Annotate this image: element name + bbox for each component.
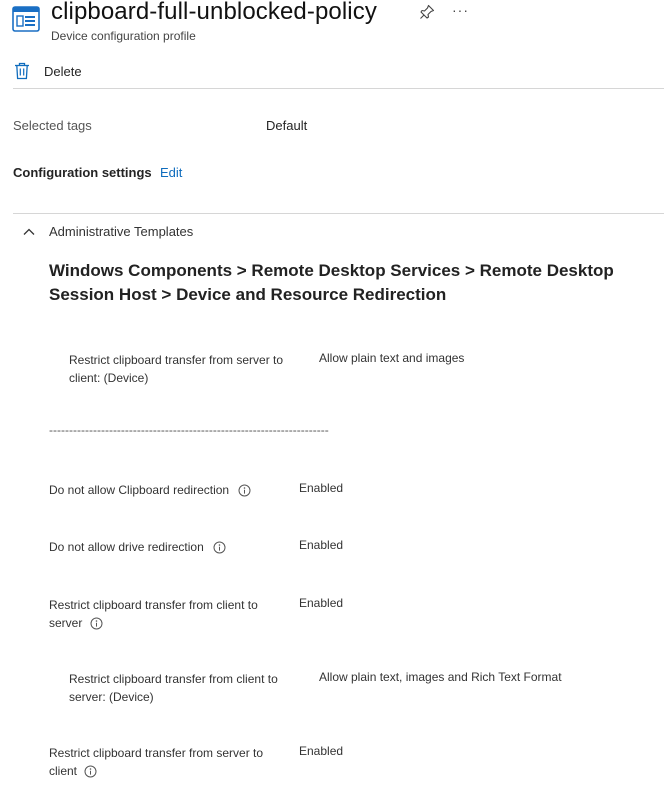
info-icon[interactable]	[238, 484, 251, 497]
setting-name: Restrict clipboard transfer from client to server	[49, 598, 258, 630]
selected-tags-value: Default	[266, 118, 308, 133]
setting-row	[49, 744, 289, 780]
delete-button[interactable]	[14, 61, 82, 81]
divider	[13, 88, 664, 89]
configuration-settings-label: Configuration settings	[13, 165, 152, 180]
section-title-administrative-templates[interactable]: Administrative Templates	[49, 224, 194, 239]
info-icon[interactable]	[84, 765, 97, 778]
setting-row	[49, 538, 226, 556]
info-icon[interactable]	[213, 541, 226, 554]
device-configuration-icon	[12, 6, 40, 32]
setting-value: Enabled	[299, 744, 344, 758]
setting-name: Restrict clipboard transfer from server to client	[49, 746, 264, 778]
setting-row	[49, 481, 251, 499]
divider	[13, 213, 664, 214]
page-subtitle: Device configuration profile	[51, 29, 196, 43]
setting-value: Allow plain text and images	[319, 351, 465, 365]
setting-value: Allow plain text, images and Rich Text Format	[319, 670, 562, 684]
setting-value: Enabled	[299, 481, 344, 495]
edit-link[interactable]: Edit	[160, 165, 183, 180]
setting-row	[49, 596, 289, 632]
setting-value: Enabled	[299, 596, 344, 610]
setting-name: Restrict clipboard transfer from client to server: (Device)	[69, 672, 278, 704]
setting-name: Do not allow drive redirection	[49, 540, 204, 554]
chevron-up-icon[interactable]	[22, 225, 36, 239]
setting-name: Do not allow Clipboard redirection	[49, 483, 230, 497]
setting-path-heading: Windows Components > Remote Desktop Services > Remote Desktop Session Host > Device and Resource Redirection	[49, 261, 614, 304]
pin-icon[interactable]	[419, 4, 435, 20]
more-options-button[interactable]: ···	[452, 2, 469, 18]
selected-tags-label: Selected tags	[13, 118, 92, 133]
info-icon[interactable]	[90, 617, 103, 630]
separator-line: ----------------------------------------------------------------------	[49, 423, 329, 437]
page-title: clipboard-full-unblocked-policy	[51, 0, 377, 25]
trash-icon	[14, 62, 30, 80]
setting-name: Restrict clipboard transfer from server to client: (Device)	[69, 353, 284, 385]
delete-label: Delete	[44, 63, 82, 79]
setting-value: Enabled	[299, 538, 344, 552]
